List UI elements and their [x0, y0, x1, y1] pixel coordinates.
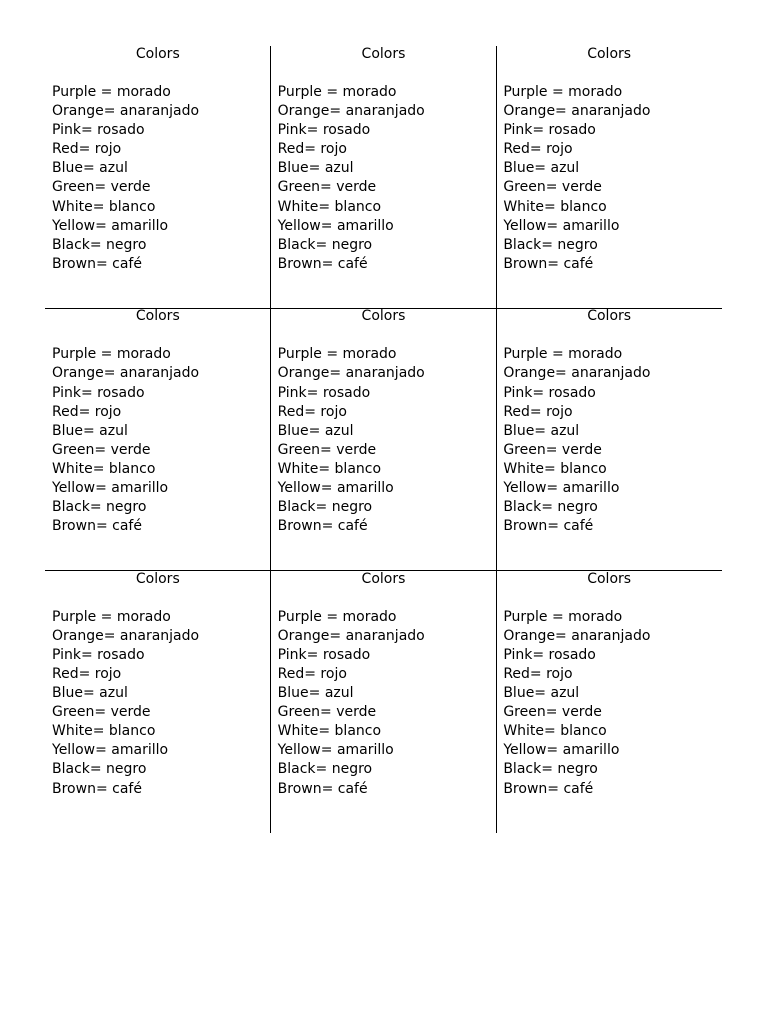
vocab-item: Red= rojo	[52, 665, 122, 682]
vocab-card	[45, 46, 271, 308]
vocab-item: Black= negro	[277, 236, 373, 253]
vocab-item: Orange= anaranjado	[503, 365, 651, 382]
vocab-item: White= blanco	[277, 460, 382, 477]
vocab-list	[503, 345, 650, 536]
flashcard-grid	[45, 46, 722, 833]
vocab-item: Purple = morado	[52, 346, 171, 363]
vocab-item: Blue= azul	[52, 422, 128, 439]
vocab-item: Yellow= amarillo	[52, 217, 169, 234]
vocab-item: Brown= café	[52, 255, 142, 272]
vocab-item: Orange= anaranjado	[503, 627, 651, 644]
vocab-item: Red= rojo	[503, 665, 573, 682]
vocab-item: Yellow= amarillo	[52, 742, 169, 759]
vocab-item: White= blanco	[277, 723, 382, 740]
vocab-item: Black= negro	[503, 499, 598, 516]
vocab-item: Black= negro	[52, 236, 147, 253]
vocab-item: Orange= anaranjado	[277, 365, 425, 382]
card-title: Colors	[361, 570, 406, 587]
vocab-item: White= blanco	[52, 723, 156, 740]
vocab-item: Green= verde	[277, 441, 377, 458]
vocab-item: Purple = morado	[503, 608, 623, 625]
vocab-list	[278, 345, 425, 536]
vocab-item: Green= verde	[277, 704, 377, 721]
vocab-list	[52, 608, 199, 799]
vocab-item: Blue= azul	[277, 422, 354, 439]
card-title: Colors	[587, 46, 632, 62]
vocab-item: Brown= café	[503, 780, 594, 797]
vocab-item: Brown= café	[277, 518, 368, 535]
vocab-item: Red= rojo	[277, 403, 347, 420]
vocab-item: Brown= café	[277, 780, 368, 797]
vocab-card	[271, 46, 497, 308]
vocab-item: Red= rojo	[52, 141, 122, 158]
vocab-item: Orange= anaranjado	[277, 627, 425, 644]
vocab-list	[52, 83, 199, 274]
vocab-item: Orange= anaranjado	[52, 627, 200, 644]
vocab-item: Red= rojo	[52, 403, 122, 420]
vocab-item: Green= verde	[277, 179, 377, 196]
vocab-item: Purple = morado	[503, 84, 623, 100]
vocab-item: Pink= rosado	[52, 646, 145, 663]
vocab-card	[496, 571, 722, 833]
vocab-item: Green= verde	[52, 704, 151, 721]
vocab-item: Black= negro	[503, 236, 598, 253]
vocab-item: Yellow= amarillo	[277, 479, 394, 496]
vocab-item: Pink= rosado	[503, 384, 596, 401]
vocab-item: Yellow= amarillo	[277, 742, 394, 759]
vocab-item: Purple = morado	[277, 608, 397, 625]
vocab-item: Blue= azul	[52, 160, 128, 177]
vocab-item: Yellow= amarillo	[277, 217, 394, 234]
vocab-item: Blue= azul	[503, 422, 580, 439]
vocab-item: Pink= rosado	[277, 646, 371, 663]
vocab-list	[278, 608, 425, 799]
vocab-item: White= blanco	[503, 198, 607, 215]
vocab-item: Black= negro	[52, 761, 147, 778]
vocab-item: Pink= rosado	[277, 384, 371, 401]
vocab-item: Orange= anaranjado	[277, 103, 425, 120]
vocab-item: White= blanco	[503, 460, 607, 477]
vocab-item: Black= negro	[277, 761, 373, 778]
vocab-item: Pink= rosado	[503, 646, 596, 663]
vocab-list	[278, 83, 425, 274]
vocab-item: Yellow= amarillo	[503, 742, 620, 759]
vocab-item: White= blanco	[277, 198, 382, 215]
vocab-item: Pink= rosado	[277, 122, 371, 139]
vocab-item: Orange= anaranjado	[52, 103, 200, 120]
vocab-item: Red= rojo	[277, 665, 347, 682]
vocab-item: Black= negro	[277, 499, 373, 516]
vocab-card	[45, 308, 271, 570]
card-title: Colors	[587, 308, 632, 325]
vocab-item: Purple = morado	[52, 84, 171, 100]
vocab-card	[271, 308, 497, 570]
vocab-item: Orange= anaranjado	[52, 365, 200, 382]
card-title: Colors	[361, 308, 406, 325]
vocab-item: Red= rojo	[503, 141, 573, 158]
vocab-list	[503, 608, 650, 799]
vocab-item: Blue= azul	[277, 160, 354, 177]
card-title: Colors	[135, 570, 180, 587]
vocab-item: Brown= café	[503, 518, 594, 535]
vocab-item: Green= verde	[503, 441, 602, 458]
vocab-item: Blue= azul	[277, 685, 354, 702]
vocab-item: Purple = morado	[52, 608, 171, 625]
vocab-item: Yellow= amarillo	[503, 479, 620, 496]
vocab-item: Blue= azul	[503, 685, 580, 702]
card-title: Colors	[361, 46, 406, 62]
vocab-item: Blue= azul	[503, 160, 580, 177]
vocab-item: Purple = morado	[277, 346, 397, 363]
card-title: Colors	[135, 308, 180, 325]
vocab-item: Brown= café	[52, 518, 142, 535]
vocab-item: Red= rojo	[277, 141, 347, 158]
vocab-item: White= blanco	[52, 198, 156, 215]
vocab-item: Green= verde	[52, 441, 151, 458]
vocab-item: Purple = morado	[277, 84, 397, 100]
vocab-card	[496, 308, 722, 570]
vocab-item: Pink= rosado	[503, 122, 596, 139]
vocab-item: Pink= rosado	[52, 384, 145, 401]
vocab-item: Green= verde	[52, 179, 151, 196]
vocab-card	[45, 571, 271, 833]
vocab-card	[496, 46, 722, 308]
card-title: Colors	[135, 46, 180, 62]
vocab-item: Purple = morado	[503, 346, 623, 363]
vocab-item: Brown= café	[503, 255, 594, 272]
vocab-item: Blue= azul	[52, 685, 128, 702]
vocab-item: White= blanco	[52, 460, 156, 477]
vocab-item: Black= negro	[52, 499, 147, 516]
vocab-item: Pink= rosado	[52, 122, 145, 139]
vocab-item: Black= negro	[503, 761, 598, 778]
vocab-list	[503, 83, 650, 274]
vocab-item: Yellow= amarillo	[503, 217, 620, 234]
vocab-item: Orange= anaranjado	[503, 103, 651, 120]
vocab-item: Yellow= amarillo	[52, 479, 169, 496]
card-title: Colors	[587, 570, 632, 587]
vocab-item: Green= verde	[503, 704, 602, 721]
vocab-item: Red= rojo	[503, 403, 573, 420]
vocab-item: Green= verde	[503, 179, 602, 196]
vocab-item: White= blanco	[503, 723, 607, 740]
vocab-item: Brown= café	[52, 780, 142, 797]
vocab-card	[271, 571, 497, 833]
vocab-item: Brown= café	[277, 255, 368, 272]
vocab-list	[52, 345, 199, 536]
